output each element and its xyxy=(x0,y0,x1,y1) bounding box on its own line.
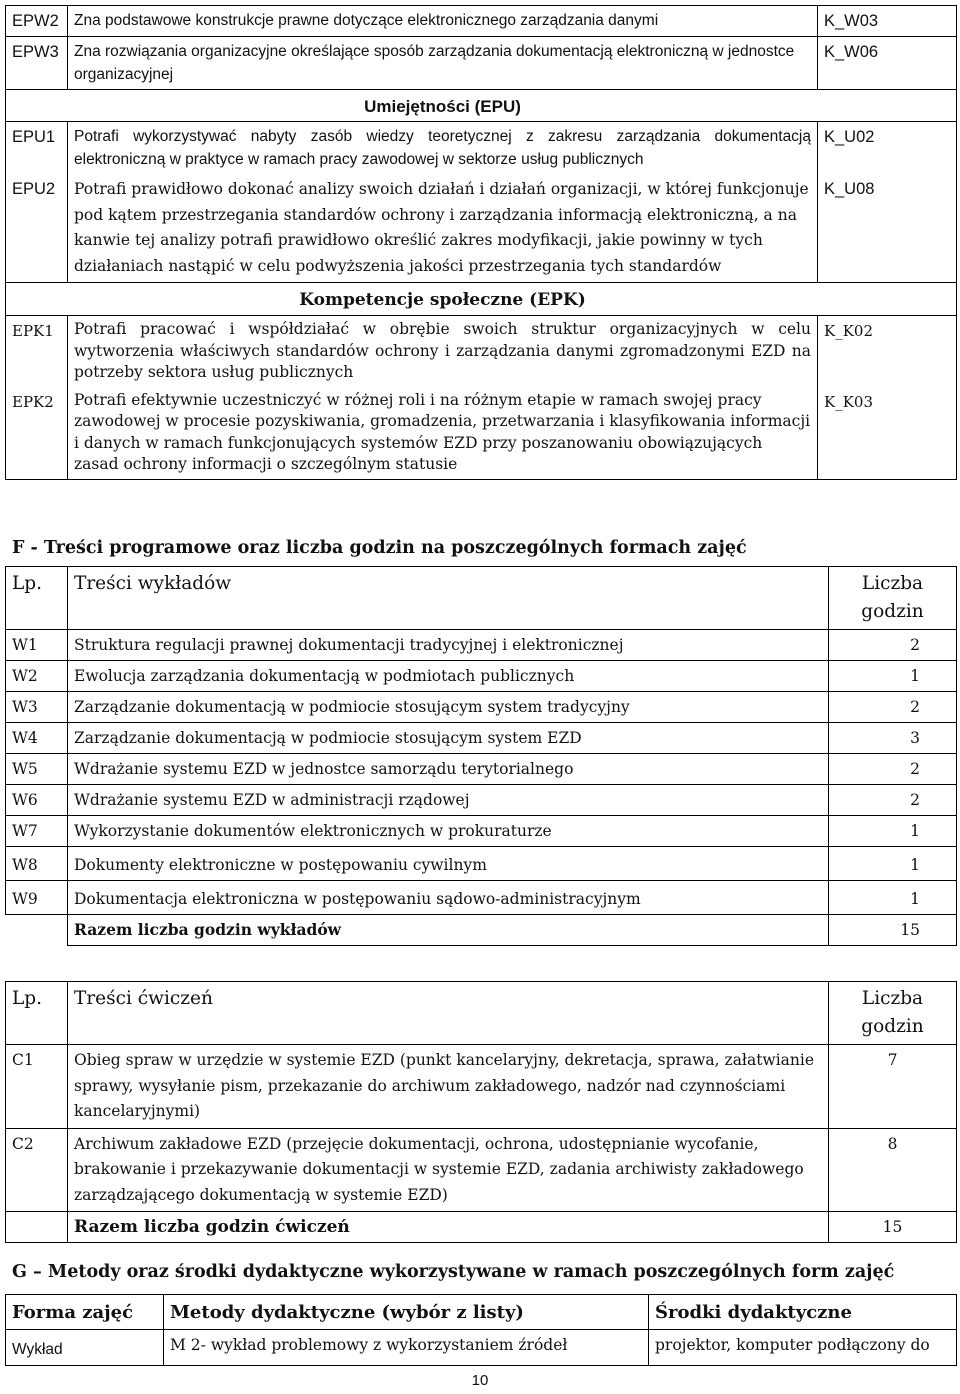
row-lp: W4 xyxy=(6,723,68,754)
table-row xyxy=(6,723,957,754)
table-row xyxy=(6,692,957,723)
row-lp: W7 xyxy=(6,816,68,847)
header-lecture-contents: Treści wykładów xyxy=(68,567,829,630)
page-number: 10 xyxy=(471,1372,489,1389)
outcome-description: Potrafi pracować i współdziałać w obrębie swoich struktur organizacyjnych w celu wytworzenia właściwych standardów ochrony i zarządzania danymi zgromadzonymi EZD na potrzeby sektora usług publicznych xyxy=(68,316,818,387)
row-title: Obieg spraw w urzędzie w systemie EZD (punkt kancelaryjny, dekretacja, sprawa, załatwianie sprawy, wysyłanie pism, przekazanie do archiwum zakładowego, nadzór nad czynnościami kancelaryjnymi) xyxy=(68,1045,829,1129)
table-row xyxy=(6,1128,957,1212)
row-lp: W5 xyxy=(6,754,68,785)
outcome-code: EPW3 xyxy=(6,37,68,90)
outcome-code: EPK2 xyxy=(6,387,68,480)
table-total-row xyxy=(6,915,957,946)
row-title: Dokumentacja elektroniczna w postępowaniu sądowo-administracyjnym xyxy=(68,881,829,915)
row-lp: W8 xyxy=(6,847,68,881)
section-g-title: G – Metody oraz środki dydaktyczne wykorzystywane w ramach poszczególnych form zajęć xyxy=(12,1262,895,1282)
row-hours: 2 xyxy=(829,692,957,723)
outcome-row xyxy=(6,316,957,387)
learning-outcomes-table xyxy=(5,5,957,480)
total-label: Razem liczba godzin ćwiczeń xyxy=(68,1212,829,1243)
outcome-code: EPU1 xyxy=(6,122,68,175)
outcome-reference: K_K03 xyxy=(818,387,957,480)
total-value: 15 xyxy=(829,1212,957,1243)
table-row xyxy=(6,785,957,816)
header-methods: Metody dydaktyczne (wybór z listy) xyxy=(164,1295,649,1330)
outcome-description: Potrafi wykorzystywać nabyty zasób wiedzy teoretycznej z zakresu zarządzania dokumentacją elektroniczną w praktyce w ramach pracy zawodowej w sektorze usług publicznych xyxy=(68,122,818,175)
table-row xyxy=(6,661,957,692)
outcome-row xyxy=(6,122,957,175)
table-row xyxy=(6,754,957,785)
row-lp: W3 xyxy=(6,692,68,723)
row-hours: 1 xyxy=(829,816,957,847)
row-title: Ewolucja zarządzania dokumentacją w podmiotach publicznych xyxy=(68,661,829,692)
row-title: Zarządzanie dokumentacją w podmiocie stosującym system tradycyjny xyxy=(68,692,829,723)
header-lp: Lp. xyxy=(6,982,68,1045)
row-lp: W2 xyxy=(6,661,68,692)
table-row xyxy=(6,1045,957,1129)
outcome-row xyxy=(6,387,957,480)
outcome-code: EPK1 xyxy=(6,316,68,387)
outcome-reference: K_K02 xyxy=(818,316,957,387)
row-hours: 1 xyxy=(829,847,957,881)
row-title: Wdrażanie systemu EZD w administracji rządowej xyxy=(68,785,829,816)
row-lp: W9 xyxy=(6,881,68,915)
section-heading-social: Kompetencje społeczne (EPK) xyxy=(68,283,818,316)
row-title: Archiwum zakładowe EZD (przejęcie dokumentacji, ochrona, udostępnianie wycofanie, brakowanie i przekazywanie dokumentacji w systemie EZD, zadania archiwisty zakładowego zarządzającego dokumentacją w systemie EZD) xyxy=(68,1128,829,1212)
row-means: projektor, komputer podłączony do xyxy=(649,1330,957,1366)
row-title: Wykorzystanie dokumentów elektronicznych w prokuraturze xyxy=(68,816,829,847)
section-heading-skills: Umiejętności (EPU) xyxy=(68,90,818,122)
row-form: Wykład xyxy=(6,1330,164,1366)
outcome-description: Zna podstawowe konstrukcje prawne dotyczące elektronicznego zarządzania danymi xyxy=(68,6,818,37)
total-label: Razem liczba godzin wykładów xyxy=(68,915,829,946)
row-lp: W1 xyxy=(6,630,68,661)
table-header-row xyxy=(6,567,957,630)
header-lp: Lp. xyxy=(6,567,68,630)
outcome-code: EPU2 xyxy=(6,174,68,283)
outcome-description: Potrafi prawidłowo dokonać analizy swoich działań i działań organizacji, w której funkcjonuje pod kątem przestrzegania standardów ochrony i zarządzania informacją elektroniczną, a na kanwie tej analizy potrafi prawidłowo określić zakres modyfikacji, jakie powinny w tych działaniach nastąpić w celu podwyższenia jakości przestrzegania tych standardów xyxy=(68,174,818,283)
outcome-code: EPW2 xyxy=(6,6,68,37)
section-f-title: F - Treści programowe oraz liczba godzin na poszczególnych formach zajęć xyxy=(12,538,747,558)
row-hours: 7 xyxy=(829,1045,957,1129)
row-title: Zarządzanie dokumentacją w podmiocie stosującym system EZD xyxy=(68,723,829,754)
section-heading-row xyxy=(6,90,957,122)
row-title: Wdrażanie systemu EZD w jednostce samorządu terytorialnego xyxy=(68,754,829,785)
outcome-row xyxy=(6,37,957,90)
row-hours: 8 xyxy=(829,1128,957,1212)
lectures-table xyxy=(5,566,957,946)
row-hours: 2 xyxy=(829,630,957,661)
header-form: Forma zajęć xyxy=(6,1295,164,1330)
header-hours: Liczba godzin xyxy=(829,567,957,630)
row-lp: W6 xyxy=(6,785,68,816)
table-row xyxy=(6,630,957,661)
table-row xyxy=(6,1330,957,1366)
outcome-reference: K_W03 xyxy=(818,6,957,37)
exercises-table xyxy=(5,981,957,1243)
header-exercise-contents: Treści ćwiczeń xyxy=(68,982,829,1045)
outcome-row xyxy=(6,174,957,283)
outcome-reference: K_W06 xyxy=(818,37,957,90)
outcome-reference: K_U08 xyxy=(818,174,957,283)
row-hours: 1 xyxy=(829,661,957,692)
outcome-row xyxy=(6,6,957,37)
outcome-description: Potrafi efektywnie uczestniczyć w różnej roli i na różnym etapie w ramach swojej pracy zawodowej w procesie pozyskiwania, gromadzenia, przetwarzania i klasyfikowania informacji i danych w ramach funkcjonujących systemów EZD przy poszanowaniu obowiązujących zasad ochrony informacji o szczególnym statusie xyxy=(68,387,818,480)
table-row xyxy=(6,881,957,915)
table-total-row xyxy=(6,1212,957,1243)
outcome-reference: K_U02 xyxy=(818,122,957,175)
header-hours: Liczba godzin xyxy=(829,982,957,1045)
table-row xyxy=(6,816,957,847)
row-lp: C1 xyxy=(6,1045,68,1129)
row-hours: 2 xyxy=(829,785,957,816)
row-hours: 3 xyxy=(829,723,957,754)
table-header-row xyxy=(6,1295,957,1330)
table-header-row xyxy=(6,982,957,1045)
section-heading-row xyxy=(6,283,957,316)
row-hours: 1 xyxy=(829,881,957,915)
row-hours: 2 xyxy=(829,754,957,785)
row-lp: C2 xyxy=(6,1128,68,1212)
row-title: Dokumenty elektroniczne w postępowaniu cywilnym xyxy=(68,847,829,881)
row-method: M 2- wykład problemowy z wykorzystaniem źródeł xyxy=(164,1330,649,1366)
total-value: 15 xyxy=(829,915,957,946)
table-row xyxy=(6,847,957,881)
header-means: Środki dydaktyczne xyxy=(649,1295,957,1330)
row-title: Struktura regulacji prawnej dokumentacji tradycyjnej i elektronicznej xyxy=(68,630,829,661)
methods-table xyxy=(5,1294,957,1366)
outcome-description: Zna rozwiązania organizacyjne określające sposób zarządzania dokumentacją elektroniczną w jednostce organizacyjnej xyxy=(68,37,818,90)
